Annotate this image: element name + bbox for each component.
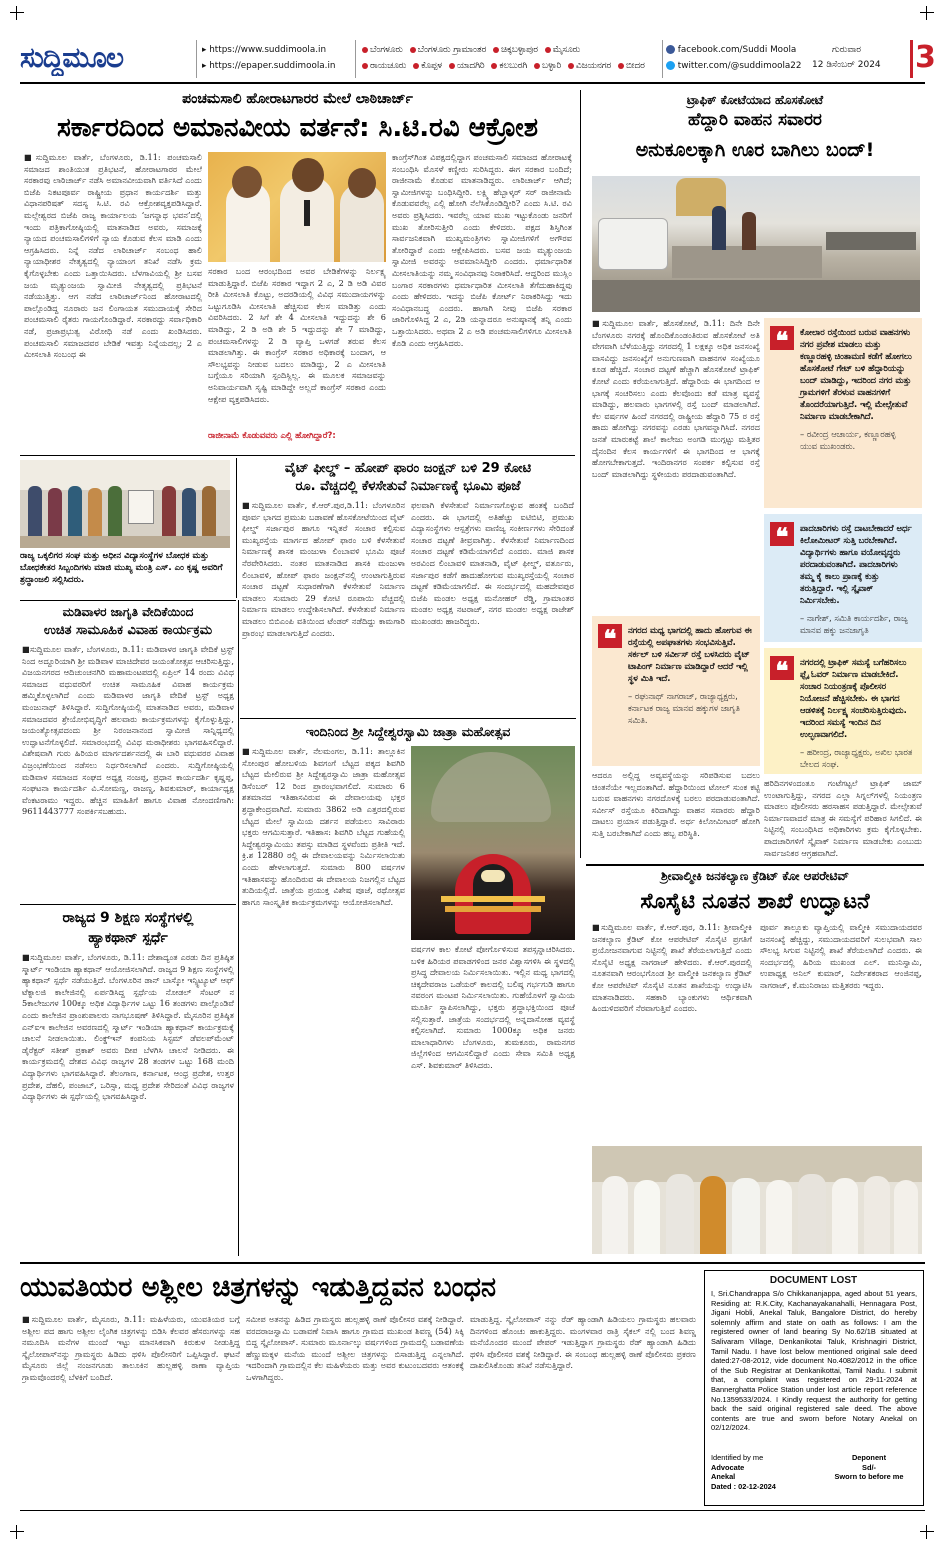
whitefield-col2: ಫಲವಾಗಿ ಕೆಳಸೇತುವೆ ನಿರ್ಮಾಣಗೊಳ್ಳುವ ಹಂತಕ್ಕೆ ಬಂದಿದೆ ಎಂದರು. ಈ ಭಾಗದಲ್ಲಿ ಅತಿಹೆಚ್ಚು ಐಟಿಬಿಟಿ, ಪ್ರಮುಖ ವಿದ್ಯಾಸಂಸ್ಥೆಗಳು ಆಸ್ಪತ್ರೆಗಳು ವಾಣಿಜ್ಯ ಸಂಕೀರ್ಣಗಳು ಸೇರಿದಂತೆ ಸಂಚಾರ ದಟ್ಟಣೆ ತೀವ್ರವಾಗಿತ್ತು. ಕೆಳಸೇತುವೆ ನಿರ್ಮಾಣದಿಂದ ಸಂಚಾರ ದಟ್ಟಣೆ ಕಡಿಮೆಯಾಗಲಿದೆ ಎಂದರು. ಮಾಜಿ ಶಾಸಕ ಅರವಿಂದ ಲಿಂಬಾವಳಿ ಮಾತನಾಡಿ, ವೈಟ್ ಫೀಲ್ಡ್, ವರ್ತೂರು, ಸರ್ಜಾಪುರ ಕಡೆಗೆ ಹಾದುಹೋಗುವ ಮುಖ್ಯರಸ್ತೆಯಲ್ಲಿ ಸಂಚಾರ ದಟ್ಟಣೆ ಕಡಿಮೆಯಾಗಲಿದೆ. ಈ ಸಂದರ್ಭದಲ್ಲಿ ಮಹದೇವಪುರ ಬಿಜೆಪಿ ಮಂಡಲ ಅಧ್ಯಕ್ಷ ಮನೋಹರ್ ರೆಡ್ಡಿ, ಗ್ರಾಮಾಂತರ ಮಂಡಲ ಅಧ್ಯಕ್ಷ ನಟರಾಜ್, ನಗರ ಮಂಡಲ ಅಧ್ಯಕ್ಷ ರಾಜೇಶ್ ಮುಖಂಡರು ಹಾಜರಿದ್ದರು. [411, 500, 574, 626]
whitefield-headline-2: ರೂ. ವೆಚ್ಚದಲ್ಲಿ ಕೆಳಸೇತುವೆ ನಿರ್ಮಾಣಕ್ಕೆ ಭೂಮಿ ಪೂಜೆ [295, 479, 521, 494]
registration-mark-top-left [10, 6, 24, 20]
quote-3-text: ನಗರದ ಮಧ್ಯ ಭಾಗದಲ್ಲಿ ಹಾದು ಹೋಗುವ ಈ ರಸ್ತೆಯಲ್ಲಿ ಅಪಘಾತಗಳು ಸಂಭವಿಸುತ್ತಿವೆ. ಸರ್ಕಲ್ ಬಳಿ ಸರ್ವೀಸ್ ರಸ್ತೆ ಬಳಸಿದರು ವೈಟ್ ಟಾಪಿಂಗ್ ನಿರ್ಮಾಣ ಮಾಡಿದ್ದಾರೆ ಆದರೆ ಇಲ್ಲಿ ಸ್ಥಳ ಮಿತಿ ಇದೆ. [628, 625, 752, 683]
page-number-bar [910, 40, 913, 78]
notice-place: Anekal [711, 1472, 736, 1482]
city-bidar: ಬೀದರ [626, 61, 645, 71]
hoskote-road-photo [592, 176, 920, 312]
city-raichur: ರಾಯಚೂರು [370, 61, 407, 71]
facebook-link-text[interactable]: facebook.com/Suddi Moola [677, 45, 797, 55]
column-rule [236, 458, 237, 598]
notice-date: Dated : 02-12-2024 [711, 1481, 776, 1491]
column-rule [238, 600, 239, 1256]
masthead [20, 40, 936, 80]
story1-col2: ಸರಕಾರ ಬಂದ ಆರಂಭದಿಂದ ಅವರ ಬೇಡಿಕೆಗಳನ್ನು ನಿರ್ಲಕ್ಷ್ಯ ಮಾಡುತ್ತಿದ್ದಾರೆ. ಬಿಜೆಪಿ ಸರಕಾರ ಇದ್ದಾಗ 2 ಎ, 2 ಡಿ ಅಡಿ ವಿವರ ರೀತಿ ಮೀಸಲಾತಿ ಕೊಟ್ಟು, ಅದರಡಿಯಲ್ಲಿ ವಿವಿಧ ಸಮುದಾಯಗಳನ್ನು ಒಟ್ಟುಗೂಡಿಸಿ ಮೀಸಲಾತಿ ಹೆಚ್ಚಿಸುವ ಕೆಲಸ ಮಾಡಿತ್ತು ಎಂದು ವಿವರಿಸಿದರು. 2 ಸಿಗೆ ಶೇ 4 ಮೀಸಲಾತಿ ಇದ್ದುದನ್ನು ಶೇ 6 ಮಾಡಿದ್ದು, 2 ಡಿ ಅಡಿ ಶೇ 5 ಇದ್ದುದನ್ನು ಶೇ 7 ಮಾಡಿದ್ದು, ಪಂಚಮಸಾಲಿಗಳನ್ನು 2 ಡಿ ವ್ಯಾಪ್ತಿ ಒಳಗಡೆ ತರುವ ಕೆಲಸ ಮಾಡಲಾಗಿತ್ತು. ಈ ಕಾಂಗ್ರೆಸ್ ಸರಕಾರ ಅಧಿಕಾರಕ್ಕೆ ಬಂದಾಗ, ಆ ಸೌಲಭ್ಯವನ್ನು ನೀಡುವ ಬದಲು ಮಾಡಿದ್ದು, 2 ಎ ಮೀಸಲಾತಿ ಬಗ್ಗೆಯೂ ಸರಿಯಾಗಿ ಸ್ಪಂದಿಸ್ಲಿಲ್ಲ. ಈ ಮೂಲಕ ಸಮಾಜವನ್ನು ಅನಿವಾರ್ಯವಾಗಿ ಸೃಷ್ಟಿ ಮಾಡಿದ್ದೇ ಅಲ್ಲದೆ ಕಾಂಗ್ರೆಸ್ ಸರಕಾರ ಎಂದು ಆಕ್ಷೇಪ ವ್ಯಕ್ತಪಡಿಸಿದರು. [208, 266, 386, 404]
quote-1-attribution: – ರವೀಂದ್ರ ಆಚಾರ್ಯ, ಕಣ್ಣೂರಹಳ್ಳಿ ಯುವ ಮುಖಂಡರು. [800, 429, 896, 451]
temple-photo [411, 746, 575, 940]
website-link-text[interactable]: https://www.suddimoola.in [209, 45, 327, 55]
cities-row-1 [358, 44, 658, 57]
valmiki-col1: ■ಸುದ್ದಿಮೂಲ ವಾರ್ತೆ, ಕೆ.ಆರ್.ಪುರ, ಡಿ.11: ಶ್ರೀವಾಲ್ಮೀಕಿ ಜನಕಲ್ಯಾಣ ಕ್ರೆಡಿಟ್ ಕೋ ಆಪರೇಟಿವ್ ಸೊಸೈಟಿ ಪ್ರಗತಿಗೆ ಪ್ರಯೋಜನವಾಗುವ ನಿಟ್ಟಿನಲ್ಲಿ ಶಾಖೆ ತೆರೆಯಲಾಗುತ್ತಿದೆ ಎಂದು ಸೊಸೈಟಿ ಅಧ್ಯಕ್ಷ ನಾಗರಾಜ್ ಹೇಳಿದರು. ಕೆ.ಆರ್.ಪುರದಲ್ಲಿ ನೂತನವಾಗಿ ಆರಂಭಗೊಂಡ ಶ್ರೀ ವಾಲ್ಮೀಕಿ ಜನಕಲ್ಯಾಣ ಕ್ರೆಡಿಟ್ ಕೋ ಆಪರೇಟಿವ್ ಸೊಸೈಟಿ ನೂತನ ಶಾಖೆಯನ್ನು ಉದ್ಘಾಟಿಸಿ ಮಾತನಾಡಿದರು. ಸಹಕಾರಿ ಬ್ಯಾಂಕುಗಳು ಆರ್ಥಿಕವಾಗಿ ಹಿಂದುಳಿದವರಿಗೆ ನೆರವಾಗುತ್ತಿವೆ ಎಂದರು. [592, 922, 752, 1014]
column-rule-right [580, 90, 581, 858]
hackathon-body: ■ಸುದ್ದಿಮೂಲ ವಾರ್ತೆ, ಬೆಂಗಳೂರು, ಡಿ.11: ದೇಶಾದ್ಯಂತ ಎರಡು ದಿನ ಪ್ರತಿಷ್ಠಿತ ಸ್ಮಾರ್ಟ್ ಇಂಡಿಯಾ ಹ್ಯಾಕಥಾನ್ ಆಯೋಜಿಸಲಾಗಿದೆ. ರಾಜ್ಯದ 9 ಶಿಕ್ಷಣ ಸಂಸ್ಥೆಗಳಲ್ಲಿ ಹ್ಯಾಕಥಾನ್ ಸ್ಪರ್ಧೆ ನಡೆಯುತ್ತಿದೆ. ಬೆಂಗಳೂರಿನ ಡಾನ್ ಬಾಸ್ಕೋ ಇನ್ಸ್ಟಿಟ್ಯೂಟ್ ಆಫ್ ಟೆಕ್ನಾಲಜಿ ಕಾಲೇಜಿನಲ್ಲಿ ಏರ್ಪಡಿಸಿದ್ದ ಸ್ಪರ್ಧೆಯ ನೋಡಲ್ ಸೆಂಟರ್ ನ 5ಕಾಲೇಜುಗಳ 100ಕ್ಕೂ ಅಧಿಕ ವಿದ್ಯಾರ್ಥಿಗಳ ಒಟ್ಟು 16 ತಂಡಗಳು ಪಾಲ್ಗೊಂಡಿವೆ ಎಂದು ಕಾಲೇಜಿನ ಪ್ರಾಂಶುಪಾಲರು ನಾಗಭೂಷಣ್ ತಿಳಿಸಿದ್ದಾರೆ. ಮೈಸೂರಿನ ಪ್ರತಿಷ್ಠಿತ ಎನ್ಐಇ ಕಾಲೇಜಿನ ಅವರಣದಲ್ಲಿ ಸ್ಮಾರ್ಟ್ ಇಂಡಿಯಾ ಹ್ಯಾಕಥಾನ್ ಕಾರ್ಯಕ್ರಮಕ್ಕೆ ಚಾಲನೆ ನೀಡಲಾಯಿತು. ಲಿಂಕ್ಡ್‌ಇನ್ ಕಂಪನಿಯ ಸಿಸ್ಟಮ್ ಡೆವಲಪ್‌ಮೆಂಟ್ ಡೈರೆಕ್ಟರ್ ಸತೀಶ್ ಪ್ರಕಾಶ್ ಅವರು ದೀಪ ಬೆಳಗಿಸಿ ಚಾಲನೆ ನೀಡಿದರು. ಈ ಕಾರ್ಯಕ್ರಮದಲ್ಲಿ ದೇಶದ ವಿವಿಧ ರಾಜ್ಯಗಳ 28 ತಂಡಗಳ ಒಟ್ಟು 168 ಮಂದಿ ವಿದ್ಯಾರ್ಥಿಗಳು ಭಾಗವಹಿಸಿದ್ದಾರೆ. ತೆಲಂಗಾಣ, ಕರ್ನಾಟಕ, ಆಂಧ್ರ ಪ್ರದೇಶ, ಉತ್ತರ ಪ್ರದೇಶ, ದೆಹಲಿ, ಪಂಜಾಬ್, ಒರಿಸ್ಸಾ, ಮಧ್ಯ ಪ್ರದೇಶ ಸೇರಿದಂತೆ ವಿವಿಧ ರಾಜ್ಯಗಳ ವಿದ್ಯಾರ್ಥಿಗಳು ಈ ಸ್ಪರ್ಧೆಯಲ್ಲಿ ಭಾಗವಹಿಸಿದ್ದಾರೆ. [22, 952, 234, 1102]
city-vijayanagara: ವಿಜಯನಗರ [575, 61, 612, 71]
notice-identified-by: Identified by me [711, 1453, 764, 1462]
quote-4-text: ನಗರದಲ್ಲಿ ಟ್ರಾಫಿಕ್ ಸಮಸ್ಯೆ ಬಗೆಹರಿಸಲು ಫ್ಲೈ ಓವರ್ ನಿರ್ಮಾಣ ಮಾಡಬೇಕಿದೆ. ಸಂಚಾರ ನಿಯಂತ್ರಣಕ್ಕೆ ಪೊಲೀಸರ ನಿಯೋಜನೆ ಹೆಚ್ಚಿಸಬೇಕು. ಈ ಭಾಗದ ಆಡಳಿತಕ್ಕೆ ನಿರ್ಲಕ್ಷ್ಯ ಸಂಚರಿಸುತ್ತಿರುವುದು. ಇದರಿಂದ ಸಮಸ್ಯೆ ಇಂದಿನ ದಿನ ಉಲ್ಭಣವಾಗಲಿದೆ. [800, 657, 907, 739]
hoskote-col1b: ಆದರೂ ಅಲ್ಲಿದ್ದ ಅವ್ಯವಸ್ಥೆಯನ್ನು ಸರಿಪಡಿಸುವ ಬದಲು ಚಿಂತನೆಯೇ ಇಲ್ಲದಂತಾಗಿದೆ. ಹೆದ್ದಾರಿಯಿಂದ ಟೋಲ್ ಸುಂಕ ಕಟ್ಟಿ ಬರುವ ವಾಹನಗಳು ನಗರದೊಳಕ್ಕೆ ಬರಲು ಪರದಾಡುವಂತಾಗಿದೆ. ಸರ್ವೀಸ್ ರಸ್ತೆಯೂ ಕಿರಿದಾಗಿದ್ದು ವಾಹನ ಸವಾರರು ಹೆದ್ದಾರಿ ದಾಟಲು ಪ್ರಯಾಸ ಪಡುತ್ತಿದ್ದಾರೆ. ಅರ್ಧ ಕಿಲೋಮೀಟರ್ ಹೋಗಿ ಸುತ್ತಿ ಬರಬೇಕಾಗಿದೆ ಎಂದು ಹಬ್ಬ ಪರಿಸ್ಥಿತಿ. [592, 770, 760, 838]
story1-photo-ct-ravi [208, 152, 386, 262]
facebook-link[interactable] [666, 44, 826, 57]
hoskote-quote-1 [764, 318, 922, 508]
registration-mark-top-right [920, 6, 934, 20]
tribute-caption: ರಾಜ್ಯ ಒಕ್ಕಲಿಗರ ಸಂಘ ಮತ್ತು ಅಧೀನ ವಿದ್ಯಾಸಂಸ್ಥೆಗಳ ಬೋಧಕ ಮತ್ತು ಬೋಧಕೇತರ ಸಿಬ್ಬಂದಿಗಳು ಮಾಜಿ ಮುಖ್ಯ ಮಂತ್ರಿ ಎಸ್. ಎಂ ಕೃಷ್ಣ ಅವರಿಗೆ ಶ್ರದ್ಧಾಂಜಲಿ ಸಲ್ಲಿಸಿದರು. [20, 551, 223, 585]
story1-col1: ■ಸುದ್ದಿಮೂಲ ವಾರ್ತೆ, ಬೆಂಗಳೂರು, ಡಿ.11: ಪಂಚಮಸಾಲಿ ಸಮಾಜದ ಶಾಂತಿಯುತ ಪ್ರತಿಭಟನೆ, ಹೋರಾಟಗಾರರ ಮೇಲೆ ಸರಕಾರವು ಲಾಠಿಚಾರ್ಜ್ ನಡೆಸಿ ಅಮಾನವೀಯವಾಗಿ ವರ್ತಿಸಿದೆ ಎಂದು ಬಿಜೆಪಿ ನಿಕಟಪೂರ್ವ ರಾಷ್ಟ್ರೀಯ ಪ್ರಧಾನ ಕಾರ್ಯದರ್ಶಿ ಮತ್ತು ವಿಧಾನಪರಿಷತ್ ಸದಸ್ಯ ಸಿ.ಟಿ. ರವಿ ಆಕ್ರೋಶವ್ಯಕ್ತಪಡಿಸಿದ್ದಾರೆ. ಮಲ್ಲೇಶ್ವರದ ಬಿಜೆಪಿ ರಾಜ್ಯ ಕಾರ್ಯಾಲಯ ‘ಜಗನ್ನಾಥ ಭವನ’ದಲ್ಲಿ ಇಂದು ಪತ್ರಿಕಾಗೋಷ್ಠಿಯಲ್ಲಿ ಮಾತನಾಡಿದ ಅವರು, ಸಮಾಜಕ್ಕೆ ನ್ಯಾಯದ ಪಂಚಮಸಾಲಿಗಳಿಗೆ ನ್ಯಾಯ ಕೊಡುವ ಕೆಲಸ ಮಾಡಿ ಎಂದು ಆಗ್ರಹಿಸಿದರು. ನಿನ್ನೆ ನಡೆದ ಲಾಠಿಚಾರ್ಜ್ ಸಂಬಂಧ ಹಾಲಿ ನ್ಯಾಯಾಧೀಶರ ನೇತೃತ್ವದಲ್ಲಿ ನ್ಯಾಯಾಂಗ ತನಿಖೆ ನಡೆಸಿ ಕ್ರಮ ಕೈಗೊಳ್ಳಬೇಕು ಎಂದು ಒತ್ತಾಯಿಸಿದರು. ಬೆಳಗಾವಿಯಲ್ಲಿ ಶ್ರೀ ಬಸವ ಜಯ ಮೃತ್ಯುಂಜಯ ಸ್ವಾಮೀಜಿ ನೇತೃತ್ವದಲ್ಲಿ ಪ್ರತಿಭಟನೆ ನಡೆಯುತ್ತಿತ್ತು. ಆಗ ನಡೆದ ಲಾಠಿಚಾರ್ಜ್‌ನಿಂದ ಹೋರಾಟದಲ್ಲಿ ಪಾಲ್ಗೊಂಡಿದ್ದ ನೂರಾರು ಜನ ಲಿಂಗಾಯತ ಸಮುದಾಯಕ್ಕೆ ಸೇರಿದ ಪಂಚಮಸಾಲಿ ರೈತರು ಗಾಯಗೊಂಡಿದ್ದಾರೆ. ಸರಕಾರದ್ದು ಸರ್ವಾಧಿಕಾರಿ ನಡೆ, ಪ್ರಜಾಪ್ರಭುತ್ವ ವಿರೋಧಿ ನಡೆ ಎಂದು ಖಂಡಿಸಿದರು. ಪಂಚಮಸಾಲಿ ಸಮಾಜದವರ ಬೇಡಿಕೆ ಇವತ್ತು ನಿನ್ನೆಯದಲ್ಲ; 2 ಎ ಮೀಸಲಾತಿ ಸಂಬಂಧ ಈ [24, 152, 202, 360]
notice-left-footer [711, 1453, 811, 1503]
jatre-col1: ■ಸುದ್ದಿಮೂಲ ವಾರ್ತೆ, ನೆಲಮಂಗಲ, ಡಿ.11: ತಾಲ್ಲೂಕಿನ ಸೋಂಪುರ ಹೋಬಳಿಯ ಶಿವಗಂಗೆ ಬೆಟ್ಟದ ಪಕ್ಕದ ಶಿವಗಿರಿ ಬೆಟ್ಟದ ಮೇಲಿರುವ ಶ್ರೀ ಸಿದ್ದೇಶ್ವರಸ್ವಾಮಿ ಜಾತ್ರಾ ಮಹೋತ್ಸವ ಡಿಸೆಂಬರ್ 12 ರಿಂದ ಪ್ರಾರಂಭವಾಗಲಿದೆ. ಸುಮಾರು 6 ಶತಮಾನದ ಇತಿಹಾಸವಿರುವ ಈ ದೇವಾಲಯವು ಭಕ್ತರ ಶ್ರದ್ಧಾಕೇಂದ್ರವಾಗಿದೆ. ಸುಮಾರು 3862 ಅಡಿ ಎತ್ತರದಲ್ಲಿರುವ ಬೆಟ್ಟದ ಮೇಲೆ ಸ್ವಾಮಿಯ ದರ್ಶನ ಪಡೆಯಲು ಸಾವಿರಾರು ಭಕ್ತರು ಆಗಮಿಸುತ್ತಾರೆ. ಇತಿಹಾಸ: ಶಿವಗಿರಿ ಬೆಟ್ಟದ ಗುಹೆಯಲ್ಲಿ ಸಿದ್ದೇಶ್ವರಸ್ವಾಮಿಯು ತಪಸ್ಸು ಮಾಡಿದ ಸ್ಥಳವೆಂದು ಪ್ರತೀತಿ ಇದೆ. ಕ್ರಿ.ಶ 12880 ರಲ್ಲಿ ಈ ದೇವಾಲಯವನ್ನು ನಿರ್ಮಿಸಲಾಯಿತು ಎಂದು ಹೇಳಲಾಗುತ್ತದೆ. ಸುಮಾರು 800 ವರ್ಷಗಳ ಇತಿಹಾಸವನ್ನು ಹೊಂದಿರುವ ಈ ದೇವಾಲಯ ನಿಜಗಲ್ಲಿನ ಬೆಟ್ಟದ ತುದಿಯಲ್ಲಿದೆ. ಜಾತ್ರೆಯ ಪ್ರಯುಕ್ತ ವಿಶೇಷ ಪೂಜೆ, ರಥೋತ್ಸವ ಹಾಗೂ ಸಾಂಸ್ಕೃತಿಕ ಕಾರ್ಯಕ್ರಮಗಳನ್ನು ಆಯೋಜಿಸಲಾಗಿದೆ. [242, 746, 405, 907]
facebook-icon [666, 45, 675, 54]
bottom-col1: ■ಸುದ್ದಿಮೂಲ ವಾರ್ತೆ, ಮೈಸೂರು, ಡಿ.11: ಮಹಿಳೆಯರು, ಯುವತಿಯರ ಬಗ್ಗೆ ಅಶ್ಲೀಲ ಪದ ಹಾಗು ಅಶ್ಲೀಲ ಲೈಂಗಿಕ ಚಿತ್ರಗಳನ್ನು ಬಿಡಿಸಿ ಕೆಲವರ ಹೆಸರುಗಳನ್ನು ಸಹ ನಮೂದಿಸಿ ಮನೆಗಳ ಮುಂದೆ ಇಟ್ಟು ಮಾನಸಿಕವಾಗಿ ಕಿರುಕುಳ ನೀಡುತ್ತಿದ್ದ ಸ್ಕೈಲೋಪಾಸ್‌ನನ್ನು ಗ್ರಾಮಸ್ಥರು ಹಿಡಿದು ಥಳಿಸಿ ಪೊಲೀಸರಿಗೆ ಒಪ್ಪಿಸಿದ್ದಾರೆ. ಘಟನೆ ಮೈಸೂರು ಜಿಲ್ಲೆ ನಂಜನಗೂಡು ತಾಲೂಕಿನ ಹುಲ್ಲಹಳ್ಳಿ ಠಾಣಾ ವ್ಯಾಪ್ತಿಯ ಗ್ರಾಮವೊಂದರಲ್ಲಿ ಬೆಳಕಿಗೆ ಬಂದಿದೆ. [22, 1314, 240, 1382]
bottom-col3: ಮಾಡುತ್ತಿದ್ದ. ಸ್ಕೈಲೋಪಾಸ್ ನನ್ನು ರೆಡ್ ಹ್ಯಾಂಡಾಗಿ ಹಿಡಿಯಲು ಗ್ರಾಮಸ್ಥರು ಹಲವಾರು ದಿನಗಳಿಂದ ಹೊಂಚು ಹಾಕುತ್ತಿದ್ದರು. ಮಂಗಳವಾರ ರಾತ್ರಿ ಸೈಕಲ್ ನಲ್ಲಿ ಬಂದ ಶಿವಣ್ಣ ಮನೆಯೊಂದರ ಮುಂದೆ ಪೇಪರ್ ಇಡುತ್ತಿದ್ದಾಗ ಗ್ರಾಮಸ್ಥರು ರೆಡ್ ಹ್ಯಾಂಡಾಗಿ ಹಿಡಿದು ಥಳಿಸಿ ಪೊಲೀಸರ ವಶಕ್ಕೆ ನೀಡಿದ್ದಾರೆ. ಈ ಸಂಬಂಧ ಹುಲ್ಲಹಳ್ಳಿ ಠಾಣೆ ಪೊಲೀಸರು ಪ್ರಕರಣ ದಾಖಲಿಸಿಕೊಂಡು ತನಿಖೆ ನಡೆಸುತ್ತಿದ್ದಾರೆ. [470, 1314, 696, 1371]
city-bengaluru: ಬೆಂಗಳೂರು [370, 45, 403, 55]
twitter-link[interactable] [666, 60, 826, 73]
quote-2-attribution: – ನಾಗೇಶ್, ಸಮಿತಿ ಕಾರ್ಯದರ್ಶಿ, ರಾಜ್ಯ ಮಾನವ ಹಕ್ಕು ಜನಜಾಗೃತಿ [800, 613, 908, 635]
quote-icon: ❝ [770, 522, 794, 546]
logo: ಸುದ್ದಿಮೂಲ [20, 41, 124, 74]
quote-4-attribution: – ಹರೀಂದ್ರ, ರಾಜ್ಯಾಧ್ಯಕ್ಷರು, ಅಖಿಲ ಭಾರತ ಬೇಲದ ಸಂಘ. [800, 747, 913, 769]
quote-1-text: ಕೋಲಾರ ರಸ್ತೆಯಿಂದ ಬರುವ ವಾಹನಗಳು ನಗರ ಪ್ರವೇಶ ಮಾಡಲು ಮತ್ತು ಕಣ್ಣೂರಹಳ್ಳಿ ಚಿಂತಾಮಣಿ ಕಡೆಗೆ ಹೋಗಲು ಹೊಸಕೋಟೆ ಗೇಟ್ ಬಳಿ ಹೆದ್ದಾರಿಯನ್ನು ಬಂದ್ ಮಾಡಿದ್ದು, ಇದರಿಂದ ನಗರ ಮತ್ತು ಗ್ರಾಮಗಳಿಗೆ ತೆರಳುವ ವಾಹನಗಳಿಗೆ ತೊಂದರೆಯಾಗುತ್ತಿದೆ. ಇಲ್ಲಿ ಮೇಲ್ಸೇತುವೆ ನಿರ್ಮಾಣ ಮಾಡಬೇಕಾಗಿದೆ. [800, 327, 912, 421]
madivala-body: ■ಸುದ್ದಿಮೂಲ ವಾರ್ತೆ, ಬೆಂಗಳೂರು, ಡಿ.11: ಮಡಿವಾಳರ ಜಾಗೃತಿ ವೇದಿಕೆ ಟ್ರಸ್ಟ್ ನಿಂದ ಅದ್ದೂರಿಯಾಗಿ ಶ್ರೀ ಮಡಿವಾಳ ಮಾಚಿದೇವರ ಜಯಂತೋತ್ಸವ ಆಚರಿಸುತ್ತಿದ್ದು, ವಿಜಯನಗರದ ಆದಿಚುಂಚನಗಿರಿ ಮಹಾಮಂಟಪದಲ್ಲಿ ಏಪ್ರಿಲ್ 14 ರಂದು ವಿವಿಧ ಸಮಾಜದ ವಧುವರರಿಗೆ ಉಚಿತ ಸಾಮೂಹಿಕ ವಿವಾಹ ಕಾರ್ಯಕ್ರಮ ಹಮ್ಮಿಕೊಳ್ಳಲಾಗಿದೆ ಎಂದು ಮಡಿವಾಳರ ಜಾಗೃತಿ ವೇದಿಕೆ ಟ್ರಸ್ಟ್ ಅಧ್ಯಕ್ಷ ಮಂಜುನಾಥ್ ತಿಳಿಸಿದ್ದಾರೆ. ಸುದ್ದಿಗೋಷ್ಠಿಯಲ್ಲಿ ಮಾತನಾಡಿದ ಅವರು, ಮಡಿವಾಳ ಸಮಾಜದವರ ಶ್ರೇಯೋಭಿವೃದ್ಧಿಗೆ ಹಲವಾರು ಕಾರ್ಯಕ್ರಮಗಳನ್ನು ಕೈಗೊಳ್ಳುತ್ತಿದ್ದು, ಜಯಂತ್ಯೋತ್ಸವದಂದು ಶ್ರೀ ನಿರಂಜನಾನಂದ ಸ್ವಾಮೀಜಿ ಸಾನ್ನಿಧ್ಯದಲ್ಲಿ ಉದ್ಘಾಟನೆಗೊಳ್ಳಲಿದೆ. ಸಮಾರಂಭದಲ್ಲಿ ವಿವಿಧ ಮಠಾಧೀಶರು ಭಾಗವಹಿಸಲಿದ್ದಾರೆ. ವಿಶೇಷವಾಗಿ ಗುರು ಹಿರಿಯರ ಮಾರ್ಗದರ್ಶನದಲ್ಲಿ ಈ ಬಾರಿ ವಧುವರರ ವಿವಾಹ ವಿಜ್ರಂಭಣೆಯಿಂದ ನಡೆಸಲು ನಿರ್ಧರಿಸಲಾಗಿದೆ ಎಂದರು. ಸುದ್ದಿಗೋಷ್ಠಿಯಲ್ಲಿ ಮಡಿವಾಳ ಸಮಾಜದ ಸಂಘದ ಅಧ್ಯಕ್ಷ ನಂಜಪ್ಪ, ಪ್ರಧಾನ ಕಾರ್ಯದರ್ಶಿ ಕೃಷ್ಣಪ್ಪ, ಸಂಘಟನಾ ಕಾರ್ಯದರ್ಶಿ ವಿ.ಸೋಮಣ್ಣ, ರಾಜಣ್ಣ, ಶಿವಕುಮಾರ್, ಕಾರ್ಯಾಧ್ಯಕ್ಷ ವೆಂಕಟರಾಮು ಇದ್ದರು. ಹೆಚ್ಚಿನ ಮಾಹಿತಿಗೆ ಹಾಗೂ ವಿವಾಹ ನೋಂದಣಿಗಾಗಿ: 9611443777 ಸಂಪರ್ಕಿಸಬಹುದು. [22, 644, 234, 817]
madivala-kicker: ಮಡಿವಾಳರ ಜಾಗೃತಿ ವೇದಿಕೆಯಿಂದ [62, 605, 194, 619]
rule [240, 718, 576, 719]
city-ballari: ಬಳ್ಳಾರಿ [542, 61, 562, 71]
epaper-link[interactable]: ▸ https://epaper.suddimoola.in [202, 61, 336, 71]
cities-row-2 [358, 60, 658, 73]
twitter-icon [666, 61, 675, 70]
date-label: 12 ಡಿಸೆಂಬರ್ 2024 [812, 60, 881, 70]
tribute-photo [20, 460, 230, 548]
hoskote-col2: ಹರಿದಿನಗಳಂದಂತೂ ಗಂಟೆಗಟ್ಟಲೆ ಟ್ರಾಫಿಕ್ ಜಾಮ್ ಉಂಟಾಗುತ್ತಿದ್ದು, ನಗರದ ಎಲ್ಲಾ ಸಿಗ್ನಲ್‌ಗಳಲ್ಲಿ ನಿಯಂತ್ರಣ ಮಾಡಲು ಪೊಲೀಸರು ಹರಸಾಹಸ ಪಡುತ್ತಿದ್ದಾರೆ. ಮೇಲ್ಸೇತುವೆ ನಿರ್ಮಾಣವಾದರೆ ಮಾತ್ರ ಈ ಸಮಸ್ಯೆಗೆ ಪರಿಹಾರ ಸಿಗಲಿದೆ. ಈ ನಿಟ್ಟಿನಲ್ಲಿ ಸಂಬಂಧಿಸಿದ ಅಧಿಕಾರಿಗಳು ಕ್ರಮ ಕೈಗೊಳ್ಳಬೇಕು. ಪಾದಚಾರಿಗಳಿಗೆ ಸ್ಕೈವಾಕ್ ನಿರ್ಮಾಣ ಮಾಡಬೇಕು ಎಂಬುದು ಸಾರ್ವಜನಿಕರ ಆಗ್ರಹವಾಗಿದೆ. [764, 778, 922, 858]
hoskote-kicker: ಟ್ರಾಫಿಕ್ ಕೋಟೆಯಾದ ಹೊಸಕೋಟೆ [686, 93, 824, 107]
quote-icon: ❝ [770, 326, 794, 350]
quote-3-attribution: – ರಘುನಾಥ್ ನಾಗರಾಜ್, ರಾಜ್ಯಾಧ್ಯಕ್ಷರು, ಕರ್ನಾಟಕ ರಾಜ್ಯ ಮಾನವ ಹಕ್ಕುಗಳ ಜಾಗೃತಿ ಸಮಿತಿ. [628, 691, 740, 725]
notice-right-footer [819, 1453, 919, 1503]
city-yadgir: ಯಾದಗಿರಿ [456, 61, 485, 71]
quote-2-text: ಪಾದಚಾರಿಗಳು ರಸ್ತೆ ದಾಟಬೇಕಾದರೆ ಅರ್ಧ ಕಿಲೋಮೀಟರ್ ಸುತ್ತಿ ಬರಬೇಕಾಗಿದೆ. ವಿದ್ಯಾರ್ಥಿಗಳು ಹಾಗೂ ವಯೋವೃದ್ಧರು ಪರದಾಡುವಂತಾಗಿದೆ. ಪಾದಚಾರಿಗಳು ತಮ್ಮ ಕೈ ಕಾಲು ಪ್ರಾಣಕ್ಕೆ ಕುತ್ತು ತರುತ್ತಿದ್ದಾರೆ. ಇಲ್ಲಿ ಸ್ಕೈವಾಕ್ ನಿರ್ಮಿಸಬೇಕು. [800, 523, 912, 605]
valmiki-col2: ಪೂರ್ವ ತಾಲ್ಲೂಕು ವ್ಯಾಪ್ತಿಯಲ್ಲಿ ವಾಲ್ಮೀಕಿ ಸಮುದಾಯದವರ ಜನಸಂಖ್ಯೆ ಹೆಚ್ಚಿದ್ದು, ಸಮುದಾಯದವರಿಗೆ ಸುಲಭವಾಗಿ ಸಾಲ ಸೌಲಭ್ಯ ಸಿಗುವ ನಿಟ್ಟಿನಲ್ಲಿ ಶಾಖೆ ತೆರೆಯಲಾಗಿದೆ ಎಂದರು. ಈ ಸಂದರ್ಭದಲ್ಲಿ ಹಿರಿಯ ಮುಖಂಡ ಎಲ್. ಮುನಿಸ್ವಾಮಿ, ಉಪಾಧ್ಯಕ್ಷ ಅನಿಲ್ ಕುಮಾರ್, ನಿರ್ದೇಶಕರಾದ ಆಂಜಿನಪ್ಪ, ನಾಗರಾಜ್, ಕೆ.ಮುನಿರಾಜು ಮತ್ತಿತರರು ಇದ್ದರು. [760, 922, 922, 990]
page-bottom-rule [20, 1510, 925, 1511]
bottom-headline: ಯುವತಿಯರ ಅಶ್ಲೀಲ ಚಿತ್ರಗಳನ್ನು ಇಡುತ್ತಿದ್ದವನ ಬಂಧನ [20, 1272, 496, 1303]
registration-mark-bottom-right [920, 1525, 934, 1539]
city-koppal: ಕೊಪ್ಪಳ [421, 61, 443, 71]
rule [586, 864, 924, 866]
city-chikkaballapur: ಚಿಕ್ಕಬಳ್ಳಾಪುರ [501, 45, 538, 55]
whitefield-col1: ■ಸುದ್ದಿಮೂಲ ವಾರ್ತೆ, ಕೆ.ಆರ್.ಪುರ,ಡಿ.11: ಬೆಂಗಳೂರಿನ ಪೂರ್ವ ಭಾಗದ ಪ್ರಮುಖ ಬಡಾವಣೆ ಹೊಸಕೋಟೆಯಿಂದ ವೈಟ್ ಫೀಲ್ಡ್ ಸರ್ಜಾಪುರ ಹಾಗೂ ಇನ್ನಿತರೆ ಸಂಚಾರ ಕಲ್ಪಿಸುವ ಮುಖ್ಯರಸ್ತೆಯ ಮಾರ್ಗದ ಹೋಪ್ ಫಾರಂ ಬಳಿ ಕೆಳಸೇತುವೆ ನಿರ್ಮಾಣಕ್ಕೆ ಶಾಸಕ ಮಂಜುಳಾ ಲಿಂಬಾವಳಿ ಭೂಮಿ ಪೂಜೆ ನೆರವೇರಿಸಿದರು. ನಂತರ ಮಾತನಾಡಿದ ಶಾಸಕಿ ಮಂಜುಳಾ ಲಿಂಬಾವಳಿ, ಹೋಪ್ ಫಾರಂ ಜಂಕ್ಷನ್‌ನಲ್ಲಿ ಉಂಟಾಗುತ್ತಿರುವ ಸಂಚಾರ ದಟ್ಟಣೆ ಸುಧಾರಣೆಗಾಗಿ ಕೆಳಸೇತುವೆ ನಿರ್ಮಾಣ ಮಾಡಲು ಸುಮಾರು 29 ಕೋಟಿ ರೂಪಾಯಿ ವೆಚ್ಚದಲ್ಲಿ ನಿರ್ಮಾಣ ಮಾಡಲು ಉದ್ದೇಶಿಸಲಾಗಿದೆ. ಕೆಳಸೇತುವೆ ನಿರ್ಮಾಣ ಮಾಡಲು ಬಿಬಿಎಂಪಿ ವತಿಯಿಂದ ಟೆಂಡರ್ ನಡೆದಿದ್ದು ಕಾಮಗಾರಿ ಪ್ರಾರಂಭ ಮಾಡಲಾಗುತ್ತಿದೆ ಎಂದರು. [242, 500, 405, 638]
jatre-col2: ವರ್ಷಗಳ ಕಾಲ ಕೋಟೆ ಪೋರ್ಗೊಳಿಸುವ ತಪಸ್ಸನ್ನಾಚರಿಸಿದರು. ಬಳಿಕ ಹಿರಿಯರ ಪವಾಡಗಳಿಂದ ಜನರ ವಿಶ್ವಾಸಗಳಿಸಿ ಈ ಸ್ಥಳದಲ್ಲಿ ಪ್ರಸಿದ್ಧ ದೇವಾಲಯ ನಿರ್ಮಿಸಲಾಯಿತು. ಇಲ್ಲಿನ ಮಧ್ಯ ಭಾಗದಲ್ಲಿ ಚಿಕ್ಕದೇವರಾಜ ಒಡೆಯರ್ ಕಾಲದಲ್ಲಿ ಬಲಿಷ್ಠ ಗರ್ಭಗುಡಿ ಹಾಗೂ ನವರಂಗ ಮಂಟಪ ನಿರ್ಮಿಸಲಾಯಿತು. ಗುಹೆಯೊಳಗೆ ಸ್ವಾಮಿಯ ಮೂರ್ತಿ ಸ್ಥಾಪಿಸಲಾಗಿದ್ದು, ಭಕ್ತರು ಶ್ರದ್ಧಾಭಕ್ತಿಯಿಂದ ಪೂಜೆ ಸಲ್ಲಿಸುತ್ತಾರೆ. ಜಾತ್ರೆಯ ಸಂದರ್ಭದಲ್ಲಿ ಅನ್ನದಾಸೋಹ ವ್ಯವಸ್ಥೆ ಕಲ್ಪಿಸಲಾಗಿದೆ. ಸುಮಾರು 1000ಕ್ಕೂ ಅಧಿಕ ಜನರು ಮಾಲಾಧಾರಿಗಳು ಬೆಂಗಳೂರು, ತುಮಕೂರು, ರಾಮನಗರ ಜಿಲ್ಲೆಗಳಿಂದ ಆಗಮಿಸಲಿದ್ದಾರೆ ಎಂದು ಸೇವಾ ಸಮಿತಿ ಅಧ್ಯಕ್ಷ ಎಸ್. ಶಿವಕುಮಾರ್ ತಿಳಿಸಿದರು. [411, 944, 575, 1070]
page-number: 3 [915, 40, 936, 75]
hoskote-col1: ■ಸುದ್ದಿಮೂಲ ವಾರ್ತೆ, ಹೊಸಕೋಟೆ, ಡಿ.11: ದಿನೇ ದಿನೇ ಬೆಂಗಳೂರು ನಗರಕ್ಕೆ ಹೊಂದಿಕೊಂಡಂತಿರುವ ಹೊಸಕೋಟೆ ಅತಿ ವೇಗವಾಗಿ ಬೆಳೆಯುತ್ತಿದ್ದು ನಗರದಲ್ಲಿ 1 ಲಕ್ಷಕ್ಕೂ ಅಧಿಕ ಜನಸಂಖ್ಯೆ ವಾಸವಿದ್ದು ಜನಸಂಖ್ಯೆಗೆ ಅನುಗುಣವಾಗಿ ವಾಹನಗಳ ಸಂಖ್ಯೆಯೂ ಕೂಡ ಹೆಚ್ಚಿದೆ. ಸಂಚಾರ ದಟ್ಟಣೆ ಹೆಚ್ಚಾಗಿ ಹೊಸಕೋಟೆ ಟ್ರಾಫಿಕ್ ಕೋಟೆ ಎಂದು ಕರೆಯಲಾಗುತ್ತಿದೆ. ಹೆದ್ದಾರಿಯ ಈ ಭಾಗದಿಂದ ಆ ಭಾಗಕ್ಕೆ ಸಂಚರಿಸಲು ಎಂದು ಕೆಲವೊಂದು ಕಡೆ ಮಾತ್ರ ವ್ಯವಸ್ಥೆ ಮಾಡಿದ್ದು, ಹಲವಾರು ಭಾಗಗಳಲ್ಲಿ ರಸ್ತೆ ಬಂದ್ ಮಾಡಲಾಗಿದೆ. ಕೆಲ ವರ್ಷಗಳ ಹಿಂದೆ ನಗರದಲ್ಲಿ ರಾಷ್ಟ್ರೀಯ ಹೆದ್ದಾರಿ 75 ರ ರಸ್ತೆ ಹಾದು ಹೋಗಿದ್ದು ನಗರವನ್ನು ಎರಡು ಭಾಗವನ್ನಾಗಿಸಿದೆ. ನಗರದ ಜನತೆ ಮಾರುಕಟ್ಟೆ ಶಾಲೆ ಕಾಲೇಜು ಅಂಗಡಿ ಮುಗ್ಗಟ್ಟು ಮತ್ತಿತರ ದೈನಂದಿನ ಕೆಲಸ ಕಾರ್ಯಗಳಿಗೆ ಈ ಭಾಗದಿಂದ ಆ ಭಾಗಕ್ಕೆ ಹೋಗಬೇಕಾಗುತ್ತದೆ. ಇಂದಿರಾನಗರ ಸಂಪರ್ಕ ಕಲ್ಪಿಸುವ ರಸ್ತೆ ಬಂದ್ ಮಾಡಲಾಗಿದ್ದು ಸ್ಥಳೀಯರು ಪರದಾಡುವಂತಾಗಿದೆ. [592, 318, 760, 479]
notice-body: I, Sri.Chandrappa S/o Chikkananjappa, aged about 51 years, Residing at: R.K.City, Kachanayakanahalli, Hennagara Post, Jigani Hobli, Anekal Taluk, Bangalore District, do hereby solemnly affirm and state on oath as follows: I am the registered owner of land bearing Sy No.62/1B situated at Salivaram Village, Denkanikotai Taluk, Krishnagiri District, Tamil Nadu. I have lost below mentioned original sale deed dated:27-08-2012, vide document No.4082/2012 in the office of the Sub Registrar at Denkanikottai, Tamil Nadu. I submit that, a complaint was registered on 29-11-2024 at Bannerghatta Police Station under lost article report reference No.1359533/2024. I Kindly request the authority for getting back the said original registered sale deed. The above contents are true and sworn before Notary Anekal on 02/12/2024. [711, 1289, 917, 1433]
masthead-divider [662, 40, 663, 78]
story1-headline: ಸರ್ಕಾರದಿಂದ ಅಮಾನವೀಯ ವರ್ತನೆ: ಸಿ.ಟಿ.ರವಿ ಆಕ್ರೋಶ [56, 113, 539, 143]
hackathon-headline-1: ರಾಜ್ಯದ 9 ಶಿಕ್ಷಣ ಸಂಸ್ಥೆಗಳಲ್ಲಿ [62, 910, 194, 926]
notice-title: DOCUMENT LOST [769, 1275, 858, 1286]
notice-advocate: Advocate [711, 1462, 745, 1472]
hoskote-headline-2: ಅನುಕೂಲಕ್ಕಾಗಿ ಊರ ಬಾಗಿಲು ಬಂದ್! [635, 139, 875, 161]
city-bengaluru-rural: ಬೆಂಗಳೂರು ಗ್ರಾಮಾಂತರ [417, 45, 487, 55]
registration-mark-bottom-left [10, 1525, 24, 1539]
notice-sworn: Sworn to before me [834, 1472, 904, 1482]
jatre-headline: ಇಂದಿನಿಂದ ಶ್ರೀ ಸಿದ್ದೇಶ್ವರಸ್ವಾಮಿ ಜಾತ್ರಾ ಮಹೋತ್ಸವ [305, 724, 511, 739]
story1-bottom-rule [20, 455, 575, 456]
rule [20, 1262, 925, 1264]
hackathon-headline-2: ಹ್ಯಾಕಥಾನ್ ಸ್ಪರ್ಧೆ [88, 930, 168, 946]
valmiki-kicker: ಶ್ರೀವಾಲ್ಮೀಕಿ ಜನಕಲ್ಯಾಣ ಕ್ರೆಡಿಟ್ ಕೋ ಆಪರೇಟಿವ್ [661, 869, 849, 883]
masthead-divider [355, 40, 356, 78]
whitefield-headline-1: ವೈಟ್ ಫೀಲ್ಡ್ – ಹೋಪ್ ಫಾರಂ ಜಂಕ್ಷನ್ ಬಳಿ 29 ಕೋಟಿ [284, 461, 532, 476]
hoskote-headline-1: ಹೆದ್ದಾರಿ ವಾಹನ ಸವಾರರ [688, 110, 822, 130]
city-kalaburagi: ಕಲಬುರಗಿ [499, 61, 528, 71]
document-lost-notice [704, 1270, 924, 1506]
story1-kicker: ಪಂಚಮಸಾಲಿ ಹೋರಾಟಗಾರರ ಮೇಲೆ ಲಾಠಿಚಾರ್ಜ್ [182, 91, 413, 107]
hoskote-quote-3 [592, 616, 760, 766]
rule [20, 600, 236, 601]
rule [20, 904, 236, 905]
masthead-divider [196, 40, 197, 78]
day-label: ಗುರುವಾರ [832, 45, 862, 55]
bottom-col2: ಸಮೀಪ ಅತನನ್ನು ಹಿಡಿದ ಗ್ರಾಮಸ್ಥರು ಹುಲ್ಲಹಳ್ಳಿ ಠಾಣೆ ಪೊಲೀಸರ ವಶಕ್ಕೆ ನೀಡಿದ್ದಾರೆ. ವರದರಾಜಸ್ವಾಮಿ ಬಡಾವಣೆ ನಿವಾಸಿ ಹಾಗೂ ಗ್ರಾಮದ ಮುಖಂಡ ಶಿವಣ್ಣ (54) ಸಿಕ್ಕಿ ಬಿದ್ದ ಸ್ಕೈಲೋಪಾಸ್. ಸುಮಾರು ಮೂರ್ನಾಲ್ಕು ವರ್ಷಗಳಿಂದ ಗ್ರಾಮದಲ್ಲಿ ಬಡಾವಣೆಯ ಹೆಣ್ಣುಮಕ್ಕಳ ಮನೆಯ ಮುಂದೆ ಅಶ್ಲೀಲ ಚಿತ್ರಗಳನ್ನು ಬಿಸಾಡುತ್ತಿದ್ದ ಎನ್ನಲಾಗಿದೆ. ಇದರಿಂದಾಗಿ ಗ್ರಾಮದಲ್ಲಿನ ಕೆಲ ಮಹಿಳೆಯರು ಮತ್ತು ಅವರ ಕುಟುಂಬದವರು ಆತಂಕಕ್ಕೆ ಒಳಗಾಗಿದ್ದರು. [246, 1314, 464, 1382]
quote-icon: ❝ [770, 656, 794, 680]
epaper-link-text[interactable]: https://epaper.suddimoola.in [209, 61, 336, 71]
quote-icon: ❝ [598, 624, 622, 648]
twitter-link-text[interactable]: twitter.com/@suddimoola22 [677, 61, 802, 71]
city-mysuru: ಮೈಸೂರು [552, 45, 581, 55]
valmiki-headline: ಸೊಸೈಟಿ ನೂತನ ಶಾಖೆ ಉದ್ಘಾಟನೆ [640, 889, 870, 913]
notice-signature: Sd/- [862, 1462, 876, 1472]
valmiki-photo [592, 1146, 922, 1254]
hoskote-quote-4 [764, 648, 922, 774]
masthead-rule [20, 82, 925, 84]
story1-subhead: ರಾಜೀನಾಮೆ ಕೊಡುವವರು ಎಲ್ಲಿ ಹೋಗಿದ್ದಾರೆ?: [208, 430, 336, 440]
website-link[interactable]: ▸ https://www.suddimoola.in [202, 45, 327, 55]
hoskote-quote-2 [764, 514, 922, 642]
story1-col3: ಕಾಂಗ್ರೆಸ್‌ಗಿಂತ ವಿಪಕ್ಷದಲ್ಲಿದ್ದಾಗ ಪಂಚಮಸಾಲಿ ಸಮಾಜದ ಹೋರಾಟಕ್ಕೆ ಸಂಬಂಧಿಸಿ ಮೊಸಳೆ ಕಣ್ಣೀರು ಸುರಿಸಿದ್ದರು. ಈಗ ಸರಕಾರ ಬಂದಿದೆ; ರಾಜೀನಾಮೆ ಕೊಡುವ ಮಾತನಾಡಿದ್ದರು. ಲಾಠಿಚಾರ್ಜ್ ಆಗಿದೆ; ಸ್ವಾಮೀಜಿಗಳನ್ನು ಬಂಧಿಸಿದ್ದೀರಿ. ಲಕ್ಷ್ಮಿ ಹೆಬ್ಬಾಳ್ಕರ್ ಸರ್ ರಾಜೀನಾಮೆ ಕೊಡುವವರೆಲ್ಲ ಎಲ್ಲಿ ಹೋಗಿ ನೆಲೆಸಿಕೊಂಡಿದ್ದೀರಿ? ಎಂದು ಸಿ.ಟಿ. ರವಿ ಅವರು ಪ್ರಶ್ನಿಸಿದರು. ಇವರೆಲ್ಲ ಯಾವ ಮುಖ ಇಟ್ಟುಕೊಂಡು ಜನರಿಗೆ ಮುಖ ತೋರಿಸುತ್ತೀರಿ ಎಂದು ಕೇಳಿದರು. ಪಕ್ಷದ ಶಿಸ್ತಿಗಿಂತ ಸಾರ್ವಜನಿಕವಾಗಿ ಮುಖ್ಯಮಂತ್ರಿಗಳು ಸ್ವಾಮೀಜಿಗಳಿಗೆ ಅಗೌರವ ತೋರಿದ್ದಾರೆ ಎಂದು ಆಕ್ಷೇಪಿಸಿದರು. ಬಸವ ಜಯ ಮೃತ್ಯುಂಜಯ ಸ್ವಾಮೀಜಿ ಅವರನ್ನು ಅವಮಾನಿಸಿದ್ದೀರಿ ಎಂದರು. ಧರ್ಮಾಧಾರಿತ ಮೀಸಲಾತಿಯನ್ನು ನಮ್ಮ ಸಂವಿಧಾನವು ನಿರಾಕರಿಸಿದೆ. ಆದ್ದರಿಂದ ಮುಸ್ಲಿಂ ಬಂಗಾರ ಸರಕಾರಗಳು ಧರ್ಮಾಧಾರಿತ ಮೀಸಲಾತಿ ತೆಗೆದುಹಾಕಿದ್ದವು ಎಂದು ಹೇಳಿದರು. ಇದನ್ನು ಬಿಜೆಪಿ ಕೋರ್ಟ್ ನಿರಾಕರಿಸಿದ್ದು ಇದು ಸಂವಿಧಾನಬದ್ಧ ಎಂದರು. ಹಾಗಾಗಿ ನೀವು ಬಿಜೆಪಿ ಸರಕಾರ ಜಾರಿಗೊಳಿಸಿದ್ದ 2 ಎ, 2ಡಿ ಯನ್ನಾದರೂ ಅನುಷ್ಠಾನಕ್ಕೆ ತನ್ನಿ ಎಂದು ಒತ್ತಾಯಿಸಿದರು. ಅಥವಾ 2 ಎ ಅಡಿ ಪಂಚಮಸಾಲಿಗಳಿಗೂ ಮೀಸಲಾತಿ ಕೊಡಿ ಎಂದು ಆಗ್ರಹಿಸಿದರು. [392, 152, 572, 348]
notice-deponent: Deponent [851, 1453, 887, 1462]
madivala-headline: ಉಚಿತ ಸಾಮೂಹಿಕ ವಿವಾಹ ಕಾರ್ಯಕ್ರಮ [43, 623, 213, 638]
